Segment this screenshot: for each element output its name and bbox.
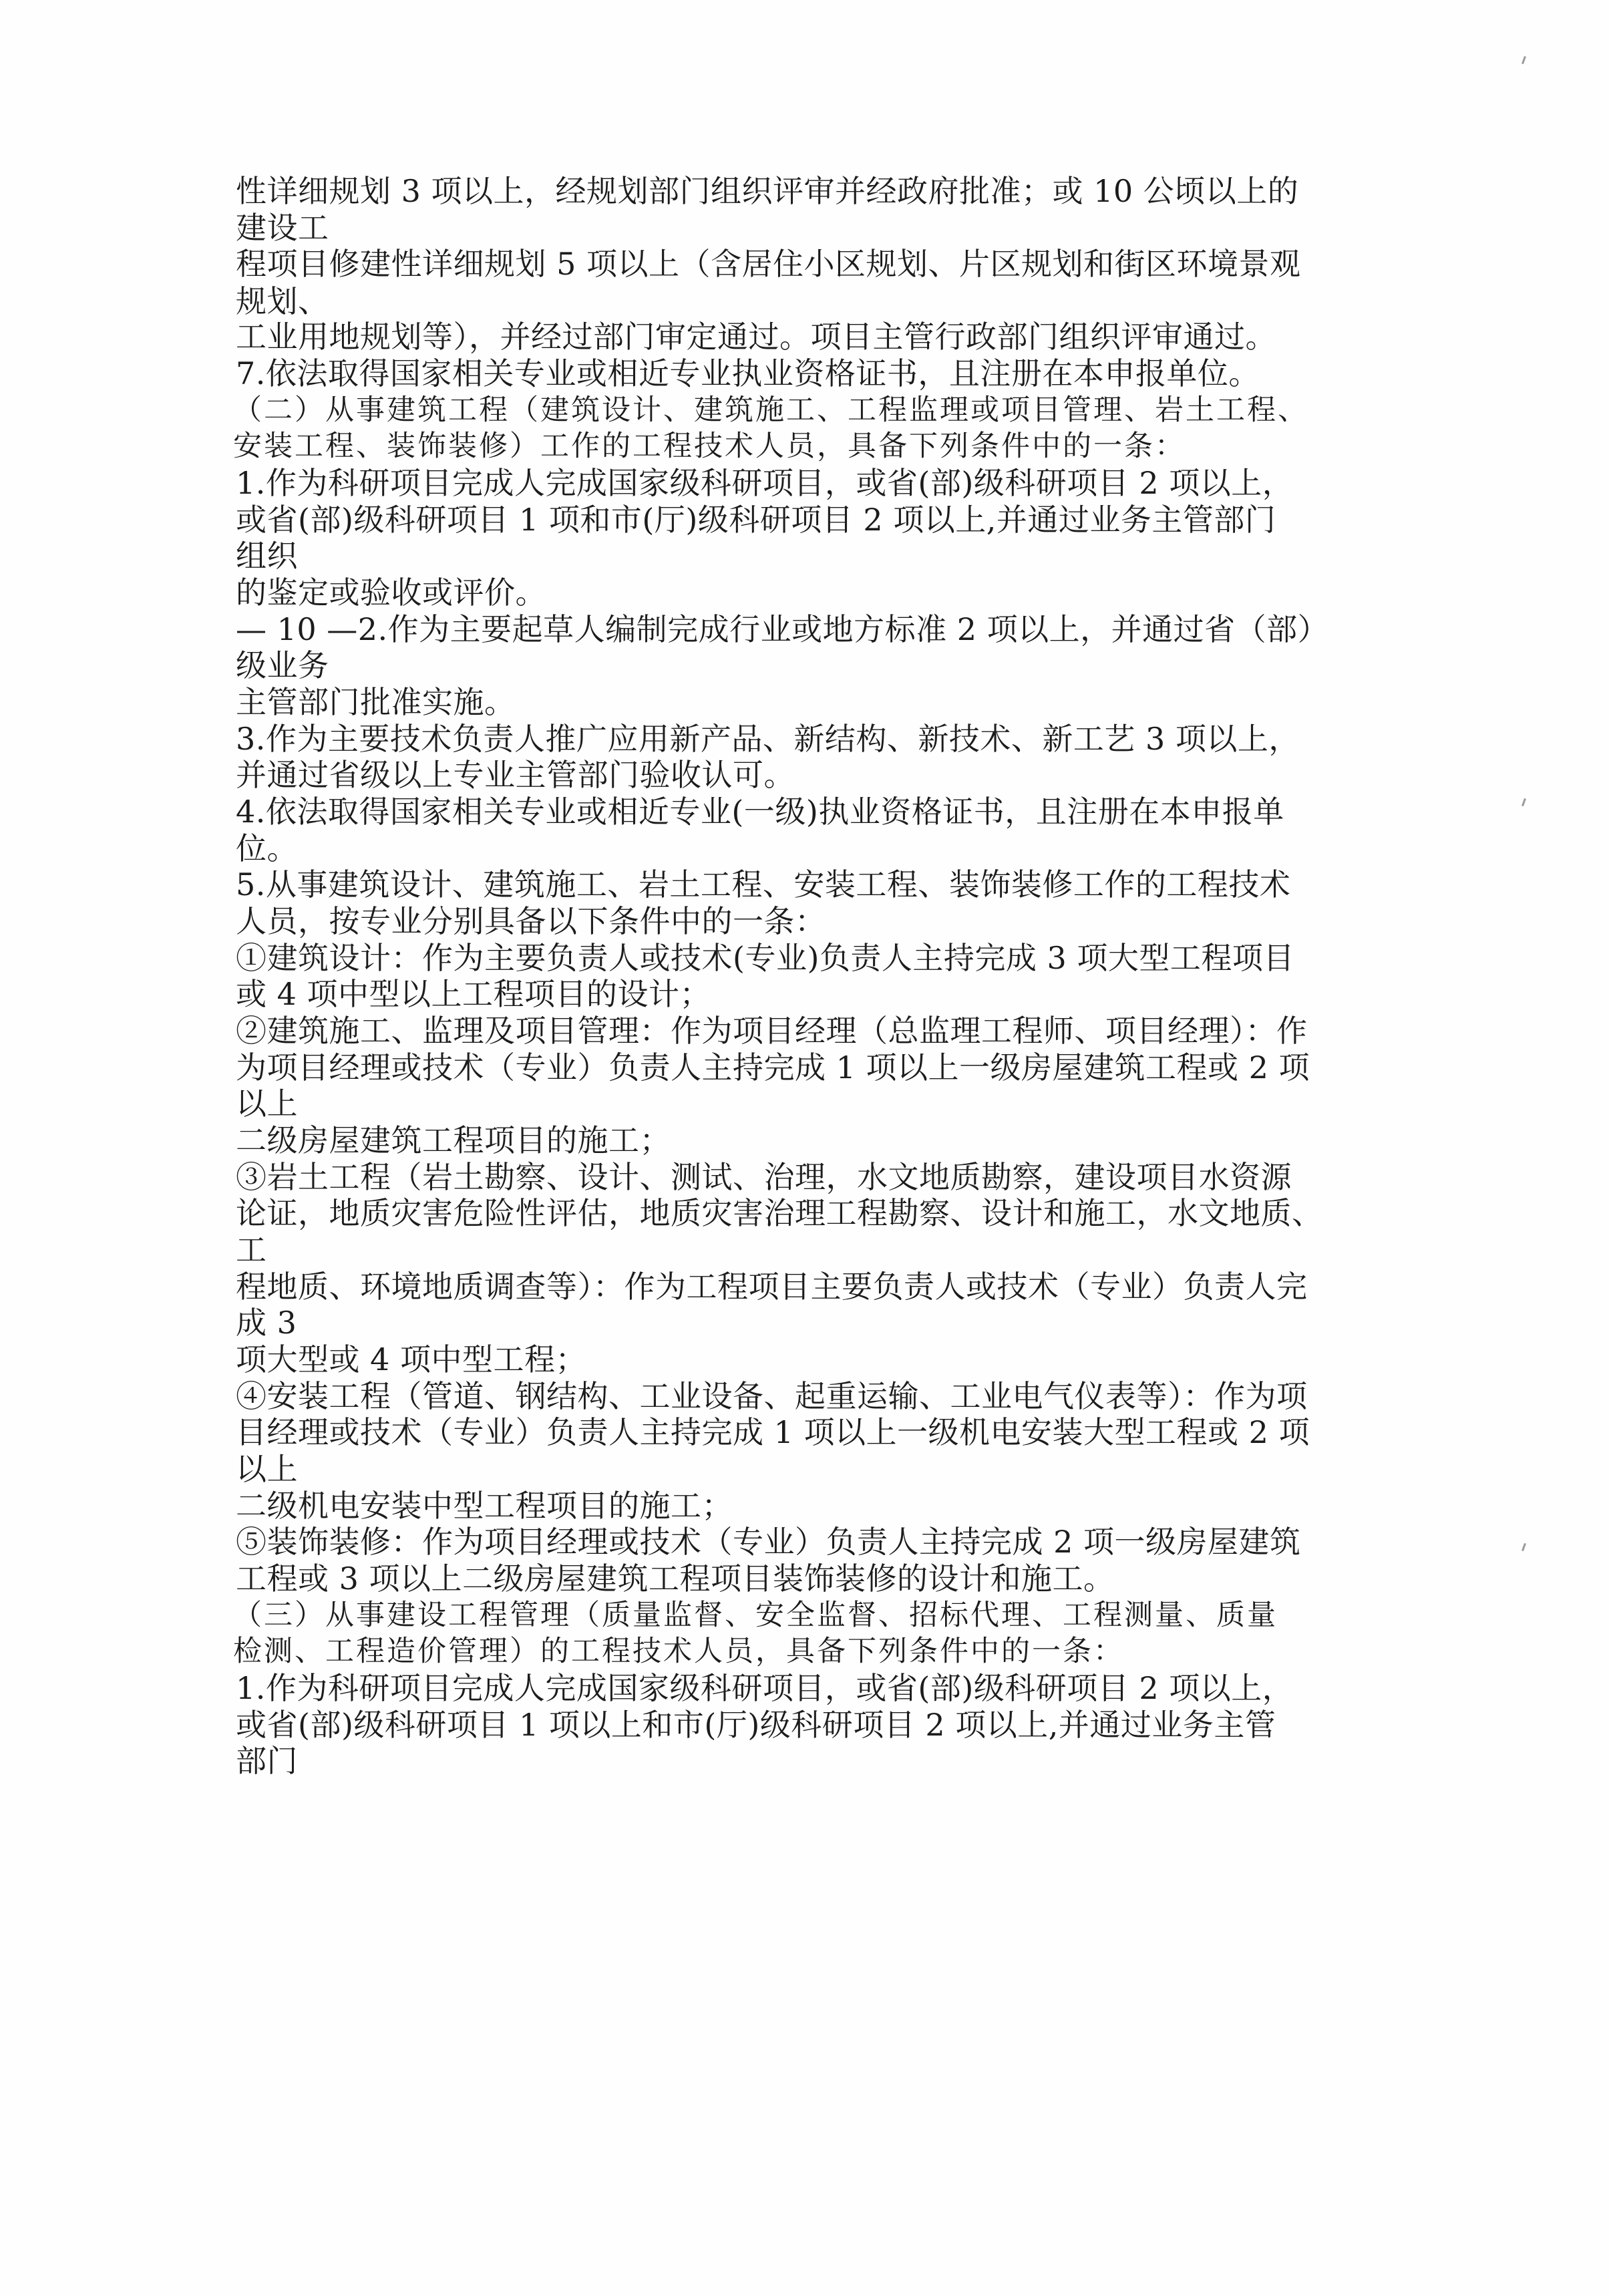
text-line: 7.依法取得国家相关专业或相近专业执业资格证书，且注册在本申报单位。 <box>236 355 1260 391</box>
text-line: ④安装工程（管道、钢结构、工业设备、起重运输、工业电气仪表等）：作为项 <box>236 1378 1308 1414</box>
text-line: 二级机电安装中型工程项目的施工； <box>236 1488 733 1524</box>
text-line: 4.依法取得国家相关专业或相近专业(一级)执业资格证书，且注册在本申报单 <box>236 794 1284 830</box>
text-line: 部门 <box>236 1743 298 1779</box>
text-line: 规划、 <box>236 283 329 319</box>
text-line: 二级房屋建筑工程项目的施工； <box>236 1122 671 1158</box>
text-line: 3.作为主要技术负责人推广应用新产品、新结构、新技术、新工艺 3 项以上， <box>236 721 1300 757</box>
text-line: 人员，按专业分别具备以下条件中的一条： <box>236 903 826 939</box>
text-line: 论证，地质灾害危险性评估，地质灾害治理工程勘察、设计和施工，水文地质、 <box>236 1195 1323 1231</box>
text-line: 级业务 <box>236 647 329 683</box>
text-line: 工程或 3 项以上二级房屋建筑工程项目装饰装修的设计和施工。 <box>236 1561 1115 1597</box>
text-line: 5.从事建筑设计、建筑施工、岩土工程、安装工程、装饰装修工作的工程技术 <box>236 866 1291 903</box>
section-heading: 安装工程、装饰装修）工作的工程技术人员，具备下列条件中的一条： <box>233 430 1186 463</box>
text-line: 建设工 <box>236 210 329 246</box>
text-line: ③岩土工程（岩土勘察、设计、测试、治理，水文地质勘察，建设项目水资源 <box>236 1159 1292 1195</box>
text-line: 组织 <box>236 538 298 574</box>
text-line: 为项目经理或技术（专业）负责人主持完成 1 项以上一级房屋建筑工程或 2 项 <box>236 1049 1310 1086</box>
text-line: ②建筑施工、监理及项目管理：作为项目经理（总监理工程师、项目经理）：作 <box>236 1013 1308 1049</box>
text-line: 目经理或技术（专业）负责人主持完成 1 项以上一级机电安装大型工程或 2 项 <box>236 1414 1310 1450</box>
text-line: 程项目修建性详细规划 5 项以上（含居住小区规划、片区规划和街区环境景观 <box>236 246 1301 282</box>
text-line: 或 4 项中型以上工程项目的设计； <box>236 976 711 1012</box>
text-line: 或省(部)级科研项目 1 项以上和市(厅)级科研项目 2 项以上,并通过业务主管 <box>236 1707 1276 1743</box>
text-line: 以上 <box>236 1086 298 1122</box>
text-line: 以上 <box>236 1451 298 1487</box>
text-line: 项大型或 4 项中型工程； <box>236 1341 587 1377</box>
section-heading: （二）从事建筑工程（建筑设计、建筑施工、工程监理或项目管理、岩土工程、 <box>233 393 1308 427</box>
text-line: 并通过省级以上专业主管部门验收认可。 <box>236 757 795 793</box>
text-line: 程地质、环境地质调查等）：作为工程项目主要负责人或技术（专业）负责人完 <box>236 1269 1308 1305</box>
scan-speck <box>1522 1543 1526 1551</box>
text-line: 或省(部)级科研项目 1 项和市(厅)级科研项目 2 项以上,并通过业务主管部门 <box>236 502 1276 538</box>
text-line: 工业用地规划等），并经过部门审定通过。项目主管行政部门组织评审通过。 <box>236 319 1276 355</box>
text-line: 位。 <box>236 830 298 866</box>
text-line: 主管部门批准实施。 <box>236 684 516 720</box>
section-heading: （三）从事建设工程管理（质量监督、安全监督、招标代理、工程测量、质量 <box>233 1599 1278 1632</box>
text-line: 的鉴定或验收或评价。 <box>236 575 546 611</box>
text-line: 1.作为科研项目完成人完成国家级科研项目，或省(部)级科研项目 2 项以上， <box>236 465 1294 501</box>
scan-speck <box>1522 56 1526 64</box>
text-line: 性详细规划 3 项以上，经规划部门组织评审并经政府批准；或 10 公顷以上的 <box>236 173 1299 209</box>
scan-speck <box>1522 798 1526 806</box>
text-line: 工 <box>236 1232 267 1268</box>
text-line: 成 3 <box>236 1305 297 1341</box>
text-line: ⑤装饰装修：作为项目经理或技术（专业）负责人主持完成 2 项一级房屋建筑 <box>236 1524 1301 1560</box>
text-line: — 10 —2.作为主要起草人编制完成行业或地方标准 2 项以上，并通过省（部） <box>236 611 1329 647</box>
text-line: ①建筑设计：作为主要负责人或技术(专业)负责人主持完成 3 项大型工程项目 <box>236 940 1294 976</box>
text-line: 1.作为科研项目完成人完成国家级科研项目，或省(部)级科研项目 2 项以上， <box>236 1670 1294 1706</box>
section-heading: 检测、工程造价管理）的工程技术人员，具备下列条件中的一条： <box>233 1635 1124 1668</box>
